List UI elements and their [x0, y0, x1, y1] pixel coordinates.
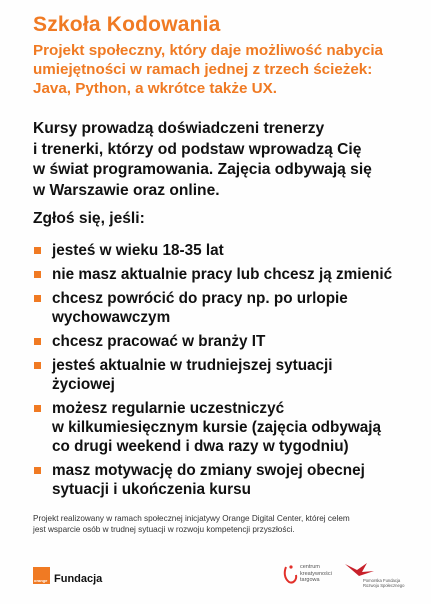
pfrs-logo-text: [363, 578, 404, 588]
bullet-square-icon: [34, 467, 41, 474]
list-item: [33, 265, 423, 284]
criteria-list: [33, 241, 423, 504]
subtitle: [33, 41, 413, 98]
list-item-line: w kilkumiesięcznym kursie (zajęcia odbywają: [52, 419, 382, 436]
list-item-line: życiowej: [52, 376, 115, 393]
intro-line: i trenerki, którzy od podstaw wprowadzą Cię: [33, 140, 362, 158]
list-item-line: jesteś aktualnie w trudniejszej sytuacji: [52, 357, 333, 374]
ckt-line: targowa: [300, 577, 320, 583]
list-item: [33, 461, 423, 499]
fundacja-label: Fundacja: [54, 573, 103, 585]
bird-icon: [343, 561, 377, 579]
pomorska-fundacja-logo: [343, 561, 407, 591]
list-item: [33, 332, 423, 351]
bullet-square-icon: [34, 362, 41, 369]
footnote: [33, 513, 413, 535]
intro-paragraph: [33, 119, 413, 201]
subtitle-line: Java, Python, a wkrótce także UX.: [33, 80, 277, 97]
bullet-square-icon: [34, 271, 41, 278]
orange-logo: [33, 567, 50, 584]
list-item: [33, 356, 423, 394]
bullet-square-icon: [34, 247, 41, 254]
list-item-line: chcesz pracować w branży IT: [52, 333, 266, 350]
intro-line: Kursy prowadzą doświadczeni trenerzy: [33, 120, 325, 137]
list-item-line: jesteś w wieku 18-35 lat: [52, 242, 224, 259]
list-item: [33, 241, 423, 260]
list-item: [33, 399, 423, 456]
ckt-logo-text: [300, 564, 332, 584]
list-item-line: nie masz aktualnie pracy lub chcesz ją zmienić: [52, 266, 393, 283]
footnote-line: jest wsparcie osób w trudnej sytuacji w rozwoju kompetencji przyszłości.: [33, 525, 295, 534]
centrum-kreatywnosci-logo: [283, 561, 343, 589]
page-title: Szkoła Kodowania: [33, 13, 221, 36]
list-item-line: co drugi weekend i dwa razy w tygodniu): [52, 438, 349, 455]
list-item-line: chcesz powrócić do pracy np. po urlopie: [52, 290, 348, 307]
bullet-square-icon: [34, 338, 41, 345]
footnote-line: Projekt realizowany w ramach społecznej inicjatywy Orange Digital Center, której celem: [33, 514, 350, 523]
list-item: [33, 289, 423, 327]
ckt-mark-icon: [283, 563, 299, 585]
apply-heading: Zgłoś się, jeśli:: [33, 210, 145, 227]
ckt-line: centrum: [300, 564, 320, 570]
list-item-line: sytuacji i ukończenia kursu: [52, 481, 251, 498]
pfrs-line: Pomorska Fundacja: [363, 578, 401, 583]
orange-logo-text: orange: [34, 578, 48, 583]
subtitle-line: umiejętności w ramach jednej z trzech ścieżek:: [33, 61, 373, 78]
pfrs-line: Rozwoju Społecznego: [363, 583, 405, 588]
list-item-line: możesz regularnie uczestniczyć: [52, 400, 285, 417]
subtitle-line: Projekt społeczny, który daje możliwość nabycia: [33, 42, 383, 59]
intro-line: w Warszawie oraz online.: [33, 181, 220, 199]
bullet-square-icon: [34, 405, 41, 412]
list-item-line: masz motywację do zmiany swojej obecnej: [52, 462, 365, 479]
bullet-square-icon: [34, 295, 41, 302]
list-item-line: wychowawczym: [52, 309, 171, 326]
intro-line: w świat programowania. Zajęcia odbywają się: [33, 161, 372, 178]
ckt-line: kreatywności: [300, 570, 332, 577]
